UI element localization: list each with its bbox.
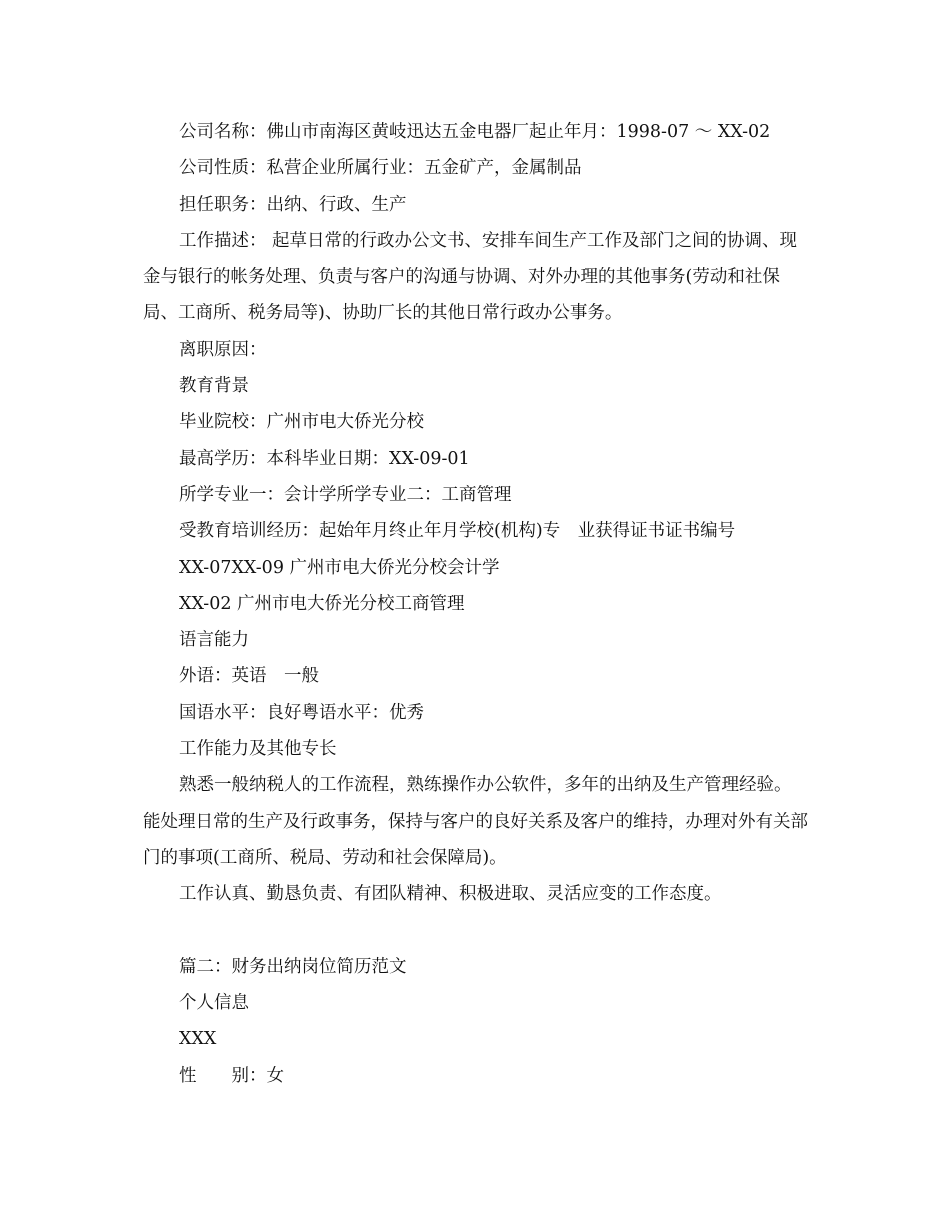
language-heading: 语言能力 (179, 630, 249, 651)
attitude-paragraph: 工作认真、勤恳负责、有团队精神、积极进取、灵活应变的工作态度。 (179, 884, 722, 905)
position-line: 担任职务：出纳、行政、生产 (179, 194, 407, 215)
skills-paragraph: 熟悉一般纳税人的工作流程，熟练操作办公软件，多年的出纳及生产管理经验。能处理日常的生产及行政事务，保持与客户的良好关系及客户的维持，办理对外有关部门的事项(工商所、税局、劳动和社会保障局)。 (143, 775, 808, 868)
name-value: XXX (179, 1029, 217, 1050)
section-two-title: 篇二：财务出纳岗位简历范文 (179, 956, 407, 977)
company-name-line: 公司名称：佛山市南海区黄岐迅达五金电器厂起止年月：1998-07 ～ XX-02 (179, 122, 771, 142)
training-header-line: 受教育培训经历：起始年月终止年月学校(机构)专 业获得证书证书编号 (179, 521, 736, 542)
blank-line (143, 913, 808, 949)
foreign-language-line: 外语：英语 一般 (179, 666, 319, 687)
degree-line: 最高学历：本科毕业日期：XX-09-01 (179, 448, 470, 469)
skills-heading: 工作能力及其他专长 (179, 739, 337, 760)
training-row: XX-02 广州市电大侨光分校工商管理 (179, 593, 465, 614)
leave-reason-line: 离职原因： (179, 339, 267, 360)
mandarin-cantonese-line: 国语水平：良好粤语水平：优秀 (179, 702, 424, 723)
job-description-paragraph: 工作描述： 起草日常的行政办公文书、安排车间生产工作及部门之间的协调、现金与银行的帐务处理、负责与客户的沟通与协调、对外办理的其他事务(劳动和社保局、工商所、税务局等)、协助厂长的其他日常行政办公事务。 (143, 230, 798, 324)
education-heading: 教育背景 (179, 376, 249, 397)
major-line: 所学专业一：会计学所学专业二：工商管理 (179, 484, 512, 505)
company-type-line: 公司性质：私营企业所属行业：五金矿产，金属制品 (179, 158, 582, 179)
school-line: 毕业院校：广州市电大侨光分校 (179, 412, 424, 433)
personal-info-heading: 个人信息 (179, 993, 249, 1014)
document-body (143, 114, 808, 1094)
training-row: XX-07XX-09 广州市电大侨光分校会计学 (179, 557, 500, 578)
gender-line: 性 别：女 (179, 1065, 284, 1086)
